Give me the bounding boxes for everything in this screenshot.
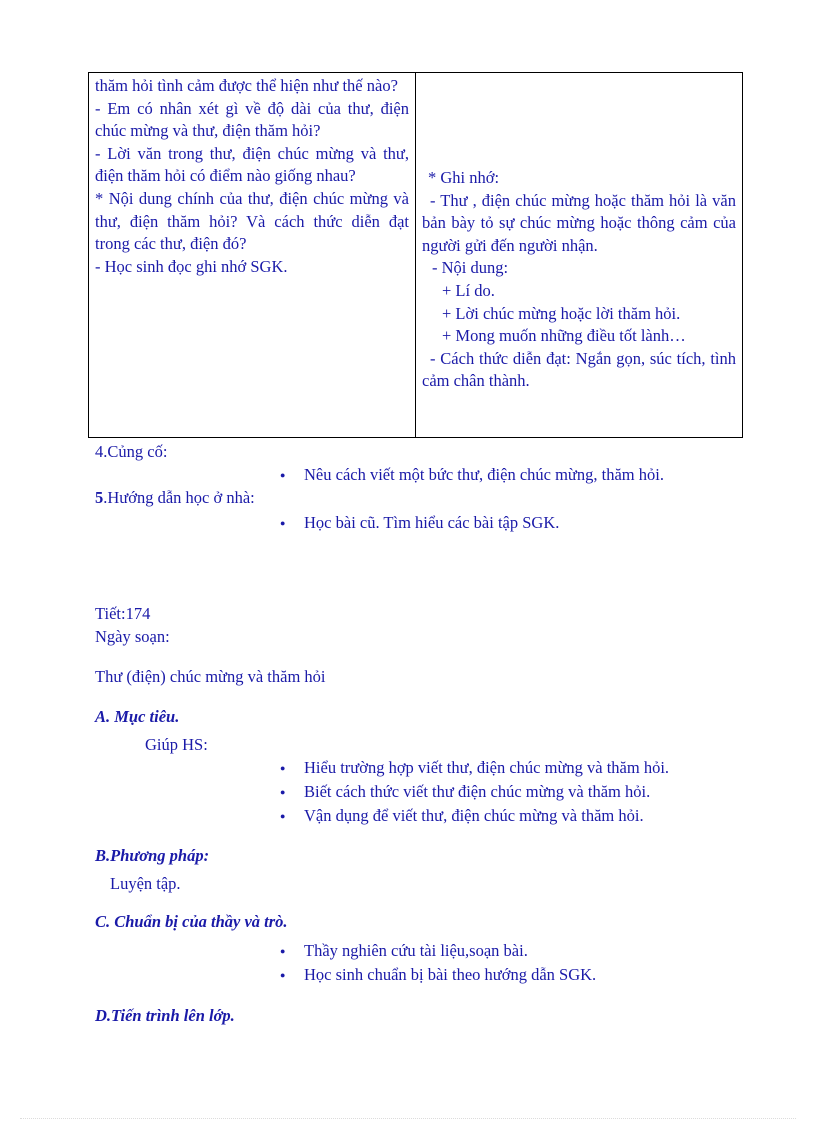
question-line: * Nội dung chính của thư, điện chúc mừng và thư, điện thăm hỏi? Và cách thức diễn đạt trong các thư, điện đó? <box>95 188 409 254</box>
table-row <box>89 73 743 438</box>
lesson-title: Thư (điện) chúc mừng và thăm hỏi <box>95 667 326 686</box>
list-item: ● Học bài cũ. Tìm hiểu các bài tập SGK. <box>280 511 559 535</box>
objectives-list <box>280 756 669 828</box>
homework-list <box>280 511 559 535</box>
section-d-heading: D.Tiến trình lên lớp. <box>95 1006 235 1025</box>
homework-label-number: 5 <box>95 488 104 507</box>
summary-content-item: + Mong muốn những điều tốt lành… <box>442 326 686 346</box>
section-c-heading: C. Chuẩn bị của thầy và trò. <box>95 912 288 931</box>
period-number: Tiết:174 <box>95 604 151 623</box>
homework-label <box>95 487 255 509</box>
question-line: thăm hỏi tình cảm được thể hiện như thế nào? <box>95 76 398 95</box>
list-item: ● Biết cách thức viết thư điện chúc mừng và thăm hỏi. <box>280 780 669 804</box>
summary-cell <box>416 73 743 438</box>
summary-content-item: + Lí do. <box>442 280 495 300</box>
consolidation-list <box>280 463 664 487</box>
question-line: - Lời văn trong thư, điện chúc mừng và thư, điện thăm hỏi có điểm nào giống nhau? <box>95 143 409 186</box>
teacher-questions-cell <box>89 73 416 438</box>
summary-content-item: + Lời chúc mừng hoặc lời thăm hỏi. <box>442 303 681 323</box>
list-item: ● Nêu cách viết một bức thư, điện chúc mừng, thăm hỏi. <box>280 463 664 487</box>
list-item: ● Vận dụng để viết thư, điện chúc mừng và thăm hỏi. <box>280 804 669 828</box>
summary-content-label: - Nội dung: <box>432 258 509 278</box>
section-a-intro: Giúp HS: <box>145 735 208 754</box>
question-line: - Học sinh đọc ghi nhớ SGK. <box>95 256 288 276</box>
preparation-list <box>280 939 596 987</box>
page-bottom-rule <box>20 1118 796 1119</box>
summary-expression: - Cách thức diễn đạt: Ngắn gọn, súc tích, tình cảm chân thành. <box>422 348 736 391</box>
list-item: ● Hiểu trường hợp viết thư, điện chúc mừng và thăm hỏi. <box>280 756 669 780</box>
summary-heading: * Ghi nhớ: <box>428 168 500 187</box>
consolidation-label: 4.Củng cố: <box>95 442 168 461</box>
homework-label-text: .Hướng dẫn học ở nhà: <box>103 488 255 507</box>
section-a-heading: A. Mục tiêu. <box>95 707 180 726</box>
lesson-table <box>88 72 743 438</box>
section-b-heading: B.Phương pháp: <box>95 846 210 865</box>
list-item: ● Thầy nghiên cứu tài liệu,soạn bài. <box>280 939 596 963</box>
list-item: ● Học sinh chuẩn bị bài theo hướng dẫn SGK. <box>280 963 596 987</box>
summary-definition: - Thư , điện chúc mừng hoặc thăm hỏi là văn bản bày tỏ sự chúc mừng hoặc thông cảm của người gửi đến người nhận. <box>422 190 736 255</box>
date-label: Ngày soạn: <box>95 627 170 646</box>
section-b-body: Luyện tập. <box>110 874 181 893</box>
question-line: - Em có nhân xét gì về độ dài của thư, điện chúc mừng và thư, điện thăm hỏi? <box>95 98 409 141</box>
